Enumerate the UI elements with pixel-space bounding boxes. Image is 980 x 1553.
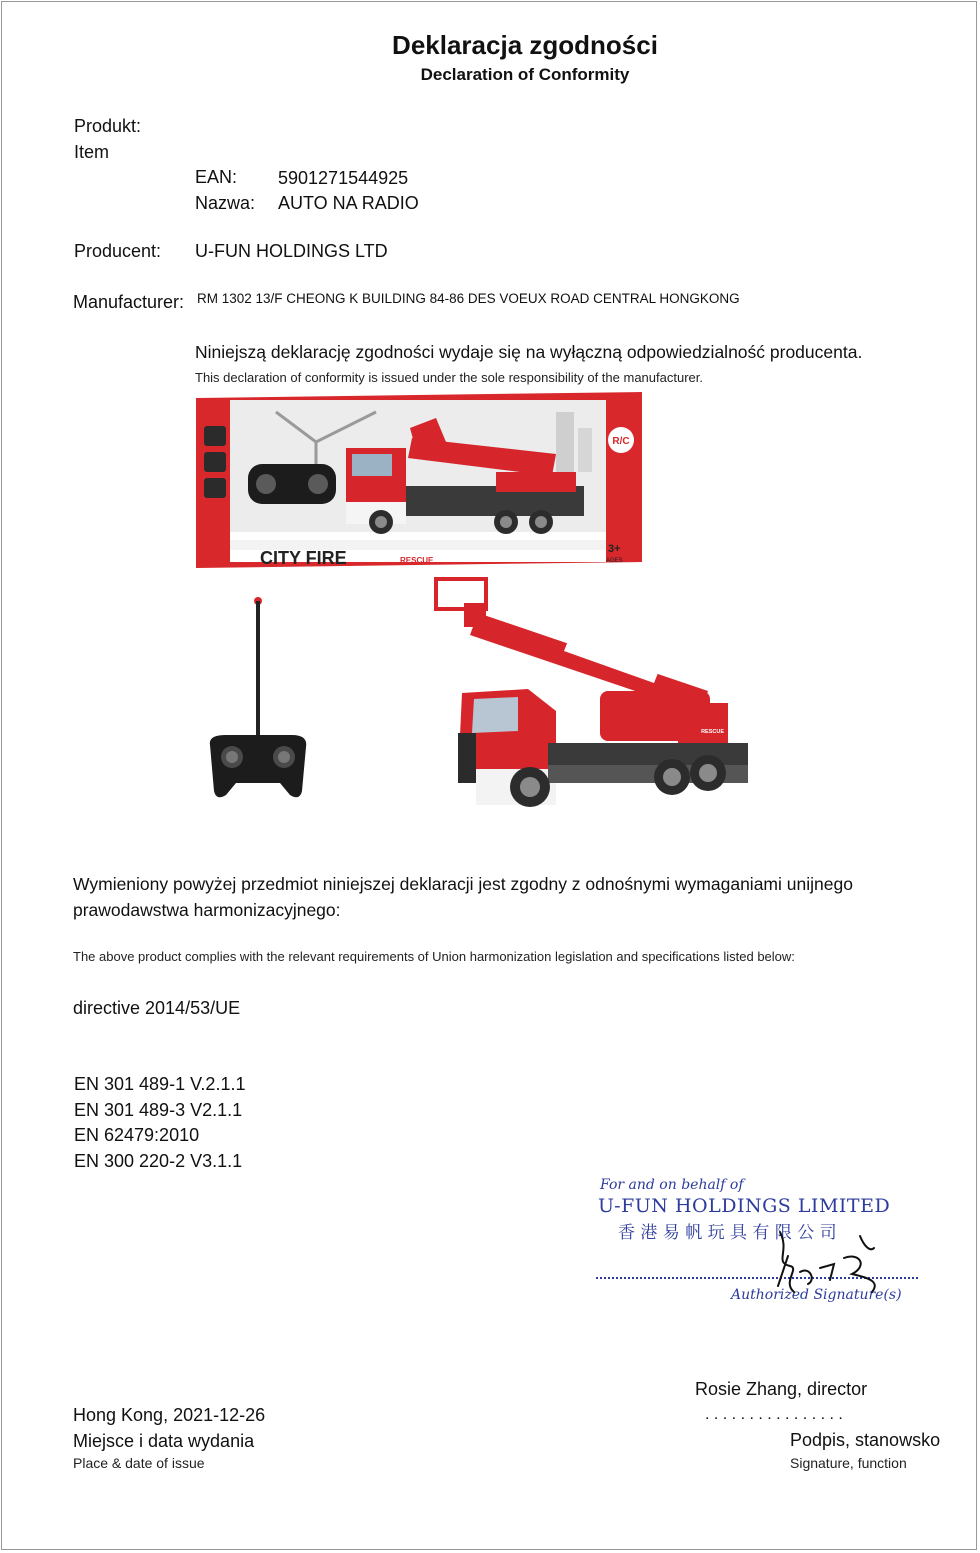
stamp-line1: For and on behalf of <box>600 1177 744 1193</box>
standard-item: EN 300 220-2 V3.1.1 <box>74 1151 243 1171</box>
name-value: AUTO NA RADIO <box>278 193 419 213</box>
page-subtitle: Declaration of Conformity <box>420 65 630 84</box>
truck-label: RESCUE <box>701 729 724 735</box>
standard-item: EN 301 489-3 V2.1.1 <box>74 1100 243 1120</box>
standard-item: EN 62479:2010 <box>74 1125 200 1145</box>
compliance-en: The above product complies with the relevant requirements of Union harmonization legislation and specifications listed below: <box>73 949 795 964</box>
manufacturer-address: RM 1302 13/F CHEONG K BUILDING 84-86 DES VOEUX ROAD CENTRAL HONGKONG <box>197 291 740 306</box>
product-label-pl: Produkt: <box>74 116 142 136</box>
sign-label-en: Signature, function <box>790 1455 907 1471</box>
ean-value: 5901271544925 <box>278 168 409 188</box>
box-age-text: 3+ <box>608 543 621 555</box>
manufacturer-label: Manufacturer: <box>73 292 185 312</box>
page-title: Deklaracja zgodności <box>392 30 658 60</box>
name-label: Nazwa: <box>195 193 256 213</box>
place-label-en: Place & date of issue <box>73 1455 205 1471</box>
remote-control-image <box>196 595 316 805</box>
standard-item: EN 301 489-1 V.2.1.1 <box>74 1074 246 1094</box>
compliance-pl-line1: Wymieniony powyżej przedmiot niniejszej deklaracji jest zgodny z odnośnymi wymaganiami unijnego <box>73 874 853 894</box>
producer-name: U-FUN HOLDINGS LTD <box>195 241 388 261</box>
box-rc-badge: R/C <box>612 436 630 447</box>
responsibility-pl: Niniejszą deklarację zgodności wydaje się na wyłączną odpowiedzialność producenta. <box>195 342 863 362</box>
stamp-auth: Authorized Signature(s) <box>731 1287 902 1303</box>
product-box-image <box>196 392 642 570</box>
directive: directive 2014/53/UE <box>73 998 241 1018</box>
place-label-pl: Miejsce i data wydania <box>73 1431 255 1451</box>
signature-dots: . . . . . . . . . . . . . . . . <box>705 1406 843 1423</box>
box-title-text: CITY FIRE <box>260 548 347 568</box>
box-age-label: AGES <box>606 558 623 564</box>
handwritten-signature <box>760 1222 910 1312</box>
compliance-pl-line2: prawodawstwa harmonizacyjnego: <box>73 900 341 920</box>
responsibility-en: This declaration of conformity is issued under the sole responsibility of the manufacturer. <box>195 370 703 385</box>
stamp-chinese: 香 港 易 帆 玩 具 有 限 公 司 <box>618 1223 837 1243</box>
place-date: Hong Kong, 2021-12-26 <box>73 1405 266 1425</box>
producer-label: Producent: <box>74 241 162 261</box>
stamp-company: U-FUN HOLDINGS LIMITED <box>598 1195 891 1217</box>
fire-truck-image <box>378 573 758 813</box>
product-label-en: Item <box>74 142 110 162</box>
box-subtitle-text: RESCUE <box>400 556 434 565</box>
ean-label: EAN: <box>195 167 238 187</box>
signer-name: Rosie Zhang, director <box>695 1379 868 1399</box>
sign-label-pl: Podpis, stanowsko <box>790 1430 941 1450</box>
